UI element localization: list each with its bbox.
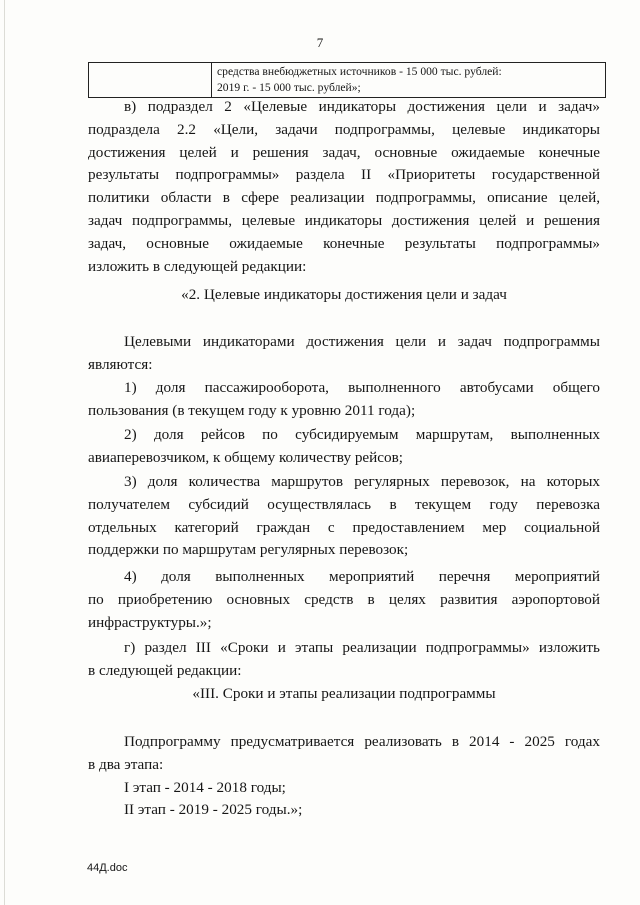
continuation-table bbox=[88, 62, 606, 98]
text-line: Целевыми индикаторами достижения цели и задач подпрограммы bbox=[124, 333, 600, 350]
text-line: Подпрограмму предусматривается реализовать в 2014 - 2025 годах bbox=[124, 733, 600, 750]
text-line: политики области в сфере реализации подпрограммы, описание целей, bbox=[88, 189, 600, 207]
text-line: в) подраздел 2 «Целевые индикаторы достижения цели и задач» bbox=[124, 98, 600, 115]
indicator-item-4 bbox=[88, 566, 600, 634]
text-line: 4) доля выполненных мероприятий перечня мероприятий bbox=[124, 568, 600, 585]
text-line: подраздела 2.2 «Цели, задачи подпрограммы, целевые индикаторы bbox=[88, 120, 600, 138]
text-line: результаты подпрограммы» раздела II «Приоритеты государственной bbox=[88, 166, 600, 184]
indicator-item-1 bbox=[88, 377, 600, 423]
text-line: в два этапа: bbox=[88, 755, 164, 773]
text-line: авиаперевозчиком, к общему количеству рейсов; bbox=[88, 448, 404, 466]
section-heading-3 bbox=[88, 683, 600, 706]
text-line: 1) доля пассажирооборота, выполненного автобусами общего bbox=[124, 379, 600, 396]
text-line: получателем субсидий осуществлялась в текущем году перевозка bbox=[88, 495, 600, 513]
page-number: 7 bbox=[316, 35, 324, 50]
table-row bbox=[89, 63, 606, 98]
indicator-item-2 bbox=[88, 424, 600, 470]
footer-filename: 44Д.doc bbox=[87, 862, 128, 874]
section-heading-2 bbox=[88, 284, 600, 307]
paragraph-g bbox=[88, 637, 600, 683]
table-line: средства внебюджетных источников - 15 000 тыс. рублей: bbox=[217, 65, 502, 78]
stage-1-line: I этап - 2014 - 2018 годы; bbox=[124, 778, 286, 796]
text-line: поддержки по маршрутам регулярных перевозок; bbox=[88, 541, 409, 559]
text-line: достижения целей и решения задач, основные ожидаемые конечные bbox=[88, 143, 600, 161]
paragraph-v bbox=[88, 96, 600, 278]
heading-text: «III. Сроки и этапы реализации подпрограммы bbox=[192, 685, 496, 702]
heading-text: «2. Целевые индикаторы достижения цели и задач bbox=[181, 286, 507, 303]
paragraph-stages bbox=[88, 731, 600, 822]
table-cell-funding bbox=[212, 63, 606, 98]
table-cell-empty bbox=[89, 63, 212, 98]
text-line: 3) доля количества маршрутов регулярных перевозок, на которых bbox=[124, 473, 600, 490]
text-line: задач подпрограммы, целевые индикаторы достижения целей и решения bbox=[88, 211, 600, 229]
text-line: изложить в следующей редакции: bbox=[88, 257, 307, 275]
text-line: задач, основные ожидаемые конечные результаты подпрограммы» bbox=[88, 234, 600, 252]
text-line: отдельных категорий граждан с предоставлением мер социальной bbox=[88, 518, 600, 536]
text-line: 2) доля рейсов по субсидируемым маршрутам, выполненных bbox=[124, 426, 600, 443]
scan-edge bbox=[4, 0, 5, 905]
text-line: являются: bbox=[88, 355, 153, 373]
text-line: г) раздел III «Сроки и этапы реализации подпрограммы» изложить bbox=[124, 639, 600, 656]
text-line: по приобретению основных средств в целях развития аэропортовой bbox=[88, 590, 600, 608]
indicator-item-3 bbox=[88, 471, 600, 562]
paragraph-intro bbox=[88, 331, 600, 377]
stage-2-line: II этап - 2019 - 2025 годы.»; bbox=[124, 801, 303, 819]
text-line: инфраструктуры.»; bbox=[88, 613, 212, 631]
text-line: пользования (в текущем году к уровню 2011 года); bbox=[88, 401, 416, 419]
table-line: 2019 г. - 15 000 тыс. рублей»; bbox=[217, 81, 361, 94]
text-line: в следующей редакции: bbox=[88, 661, 242, 679]
